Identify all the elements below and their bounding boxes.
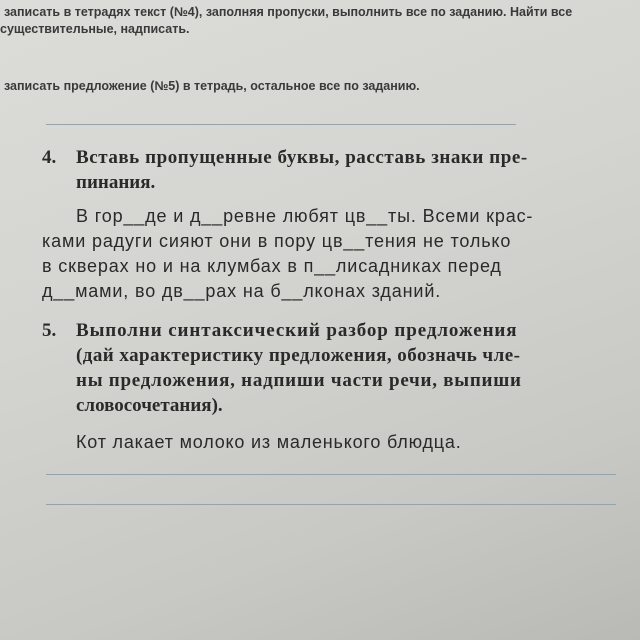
text-line: в скверах но и на клумбах в п__лисадниках перед [42,256,502,276]
task-title-line: словосочетания). [76,395,223,416]
instruction-note-2 [0,78,640,95]
text-line: д__мами, во дв__рах на б__лконах зданий. [42,281,442,301]
task-title-line: 5. Выполни синтаксический разбор предложения [42,320,518,341]
task-5 [42,318,622,455]
task-5-sentence [42,430,622,455]
instruction-line: записать в тетрадях текст (№4), заполняя пропуски, выполнить все по заданию. Найти все [4,5,573,19]
instruction-line: записать предложение (№5) в тетрадь, остальное все по заданию. [4,79,420,93]
ruled-line [46,474,616,475]
task-4-title [42,145,622,195]
task-title-line: ны предложения, надпиши части речи, выпиши [76,370,522,391]
task-number: 4. [42,147,57,168]
instruction-line: существительные, надписать. [0,22,190,36]
task-title-line: пинания. [76,172,156,193]
task-5-title [42,318,622,418]
task-title-line: (дай характеристику предложения, обозначь чле- [76,345,521,366]
task-number: 5. [42,320,57,341]
sentence-line: Кот лакает молоко из маленького блюдца. [76,432,462,452]
task-title-line: 4. Вставь пропущенные буквы, расставь знаки пре- [42,147,528,168]
text-line: ками радуги сияют они в пору цв__тения не только [42,231,512,251]
instruction-note-1 [0,4,640,38]
ruled-line [46,124,516,125]
task-4-text [42,204,622,304]
text-line: В гор__де и д__ревне любят цв__ты. Всеми крас- [76,206,534,226]
task-4 [42,145,622,304]
ruled-line [46,504,616,505]
